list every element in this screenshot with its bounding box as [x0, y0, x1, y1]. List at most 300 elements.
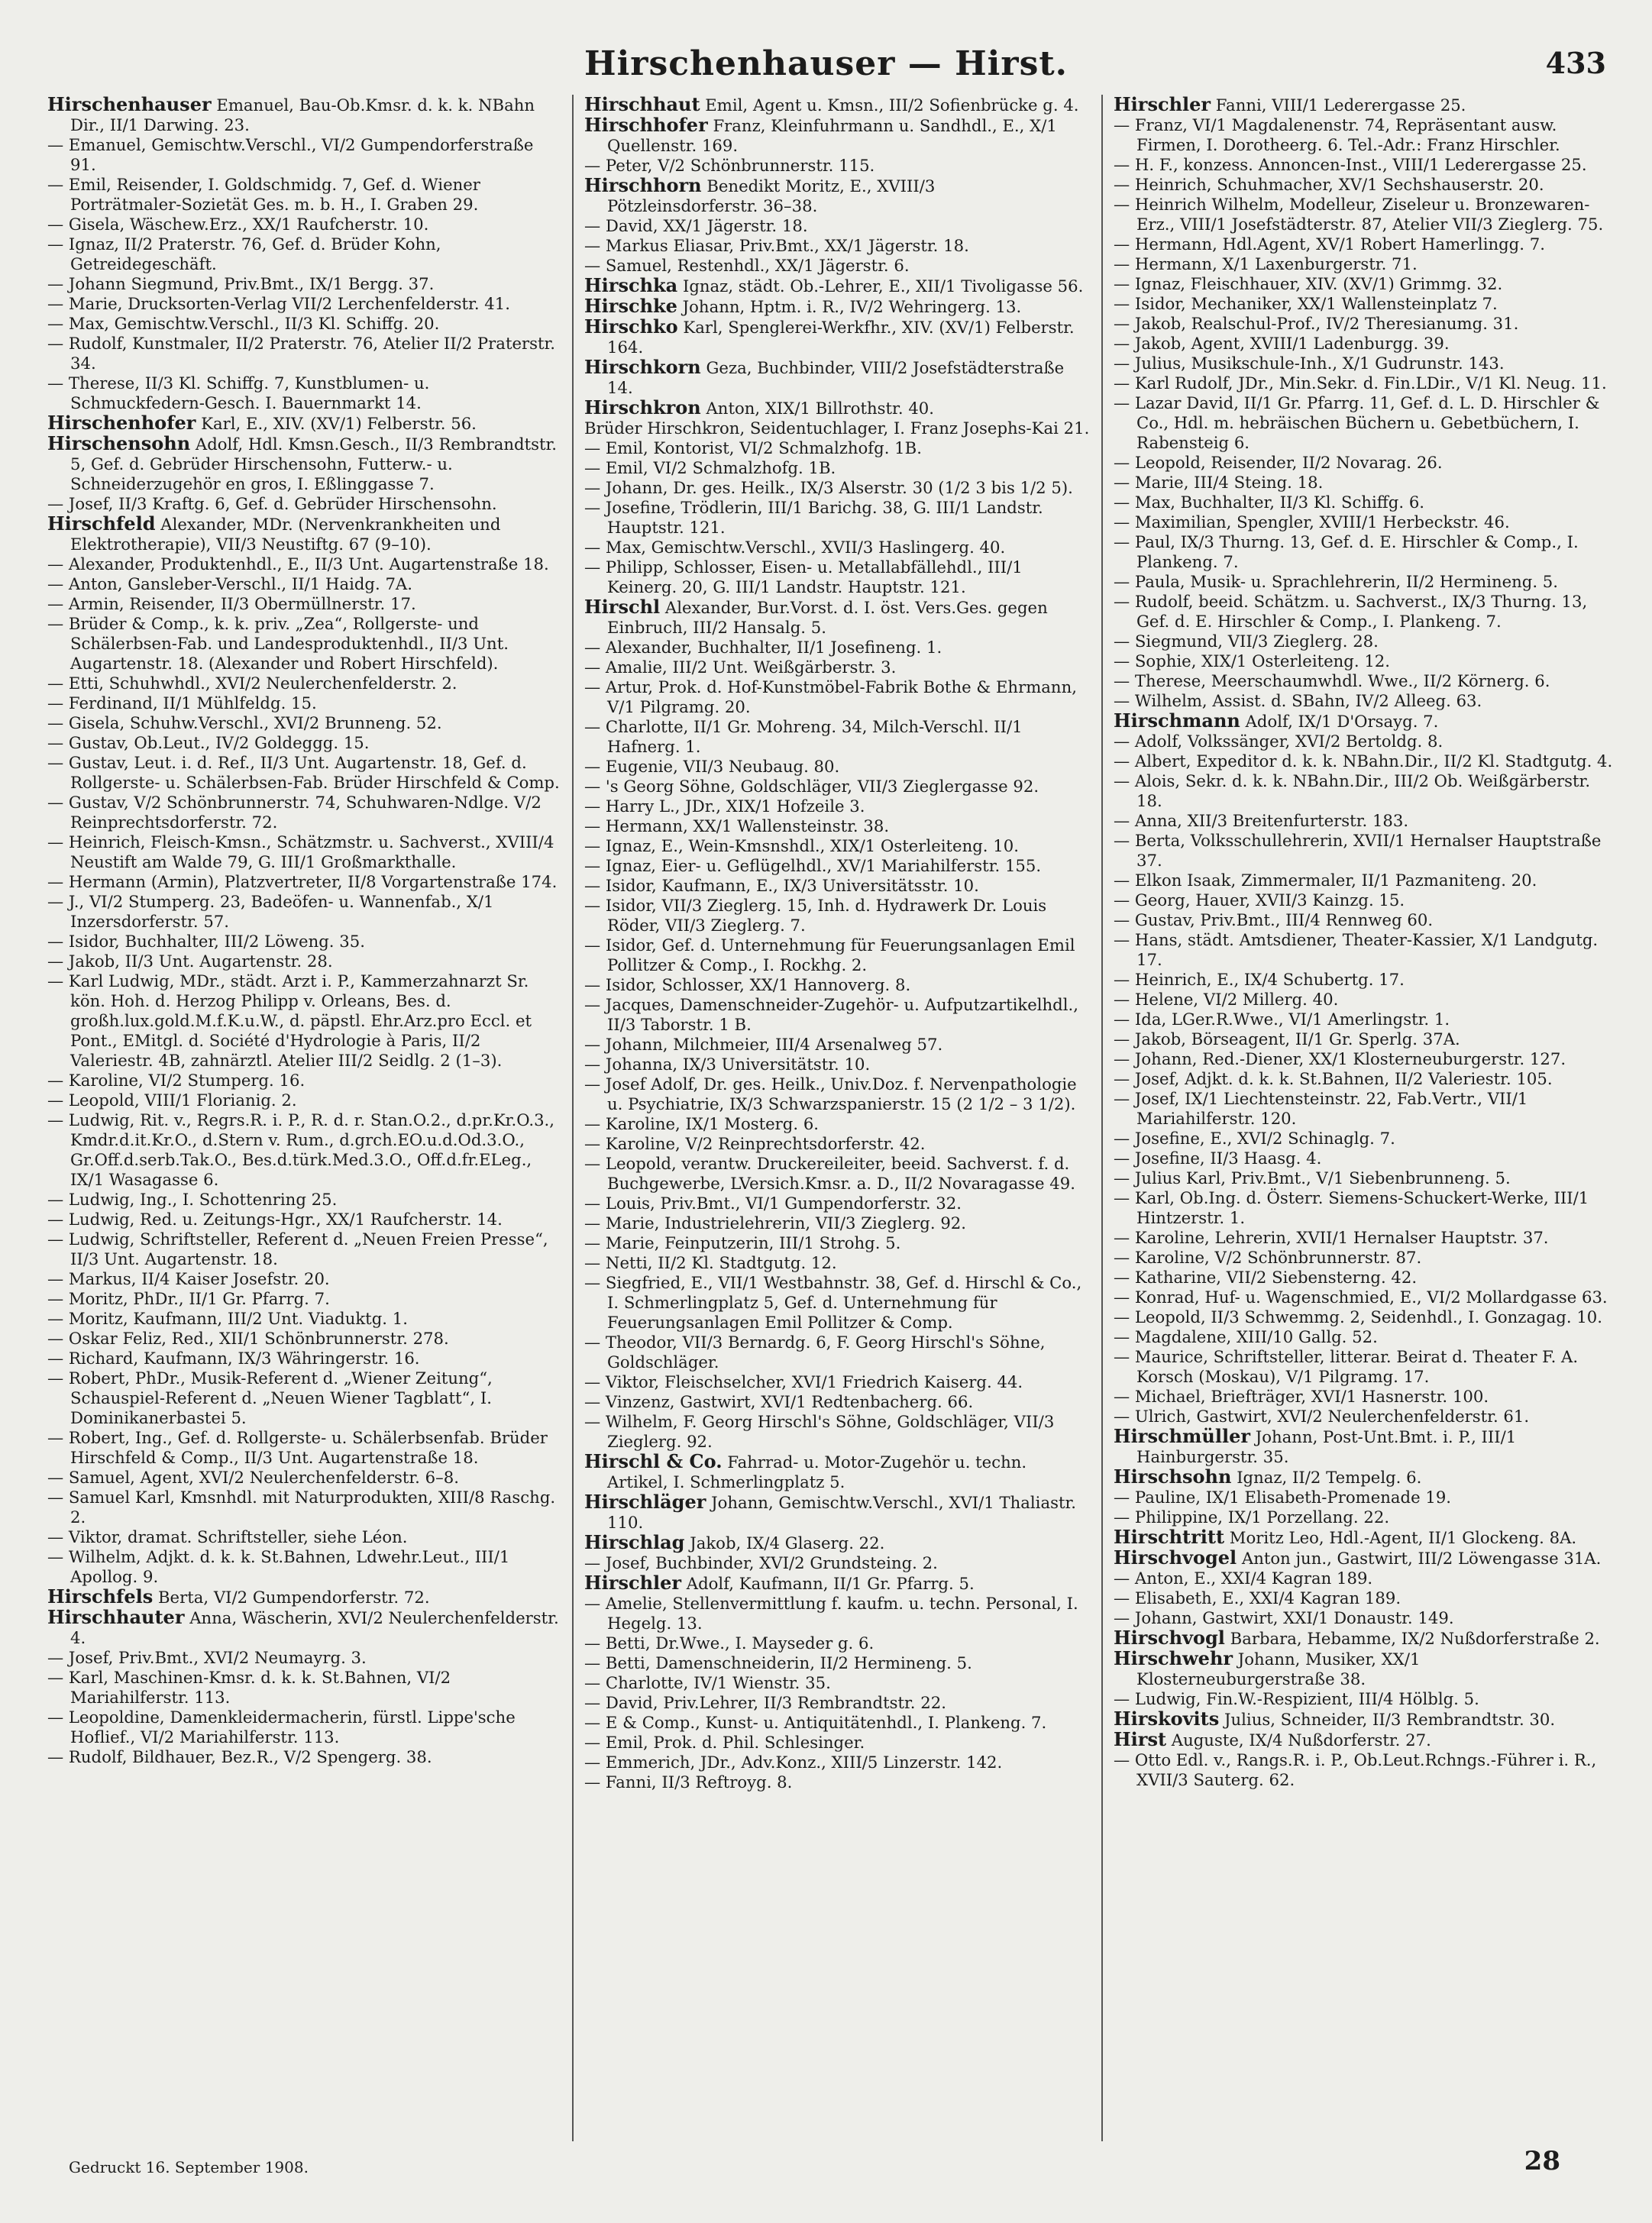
entry-text: Berta, VI/2 Gumpendorferstr. 72.: [157, 1588, 430, 1607]
directory-entry: [1114, 732, 1620, 751]
entry-text: Geza, Buchbinder, VIII/2 Josefstädterstraße 14.: [607, 358, 1065, 397]
directory-entry: [584, 1733, 1091, 1753]
directory-entry: [584, 796, 1091, 816]
directory-entry: [47, 892, 561, 932]
directory-entry: [584, 418, 1091, 438]
entry-surname: Hirschvogl: [1114, 1627, 1225, 1649]
directory-entry: [47, 1747, 561, 1767]
entry-surname: Hirschke: [584, 295, 677, 317]
entry-text: — Hermann (Armin), Platzvertreter, II/8 Vorgartenstraße 174.: [47, 872, 558, 891]
entry-text: Anton jun., Gastwirt, III/2 Löwengasse 31A.: [1241, 1549, 1602, 1568]
directory-entry: [47, 574, 561, 594]
directory-entry: [1114, 970, 1620, 990]
entry-text: — Gisela, Schuhw.Verschl., XVI/2 Brunneng. 52.: [47, 713, 442, 732]
directory-entry: [1114, 493, 1620, 512]
entry-text: — Philipp, Schlosser, Eisen- u. Metallabfällehdl., III/1 Keinerg. 20, G. III/1 Landstr. Hauptstr. 121.: [584, 557, 1023, 596]
entry-text: — Rudolf, Kunstmaler, II/2 Praterstr. 76, Atelier II/2 Praterstr. 34.: [47, 334, 556, 373]
entry-text: — Karoline, V/2 Schönbrunnerstr. 87.: [1114, 1248, 1422, 1267]
entry-surname: Hirschko: [584, 315, 678, 338]
directory-entry: [1114, 473, 1620, 493]
entry-text: — Emil, Prok. d. Phil. Schlesinger.: [584, 1733, 865, 1752]
entry-text: — Ignaz, Eier- u. Geflügelhdl., XV/1 Mariahilferstr. 155.: [584, 856, 1042, 875]
entry-text: — Louis, Priv.Bmt., VI/1 Gumpendorferstr. 32.: [584, 1194, 962, 1213]
entry-text: Ignaz, städt. Ob.-Lehrer, E., XII/1 Tivoligasse 56.: [682, 276, 1084, 296]
entry-text: — Robert, PhDr., Musik-Referent d. „Wiener Zeitung“, Schauspiel-Referent d. „Neuen Wiener Tagblatt“, I. Dominikanerbastei 5.: [47, 1368, 493, 1427]
entry-text: — Sophie, XIX/1 Osterleiteng. 12.: [1114, 651, 1391, 670]
entry-text: — Johann Siegmund, Priv.Bmt., IX/1 Bergg. 37.: [47, 274, 435, 293]
entry-text: — Johann, Milchmeier, III/4 Arsenalweg 57.: [584, 1035, 943, 1054]
directory-entry: [47, 135, 561, 175]
directory-entry: [584, 1114, 1091, 1134]
directory-entry: [1114, 592, 1620, 632]
directory-entry: [47, 753, 561, 793]
directory-entry: [1114, 651, 1620, 671]
entry-text: — Isidor, Kaufmann, E., IX/3 Universitätsstr. 10.: [584, 876, 979, 895]
entry-text: — Karl Rudolf, JDr., Min.Sekr. d. Fin.LDir., V/1 Kl. Neug. 11.: [1114, 373, 1607, 393]
directory-entry: [1114, 1307, 1620, 1327]
directory-entry: [584, 1492, 1091, 1533]
directory-entry: [47, 514, 561, 554]
entry-text: Emanuel, Bau-Ob.Kmsr. d. k. k. NBahn Dir., II/1 Darwing. 23.: [70, 95, 535, 134]
entry-text: — Berta, Volksschullehrerin, XVII/1 Hernalser Hauptstraße 37.: [1114, 831, 1602, 870]
entry-text: — Jakob, Agent, XVIII/1 Ladenburgg. 39.: [1114, 334, 1450, 353]
directory-entry: [1114, 1010, 1620, 1029]
directory-entry: [47, 1309, 561, 1329]
directory-entry: [584, 296, 1091, 317]
directory-entry: [47, 413, 561, 434]
directory-entry: [47, 274, 561, 294]
directory-entry: [584, 1653, 1091, 1673]
directory-entry: [584, 638, 1091, 658]
entry-text: — Rudolf, Bildhauer, Bez.R., V/2 Spengerg. 38.: [47, 1747, 432, 1766]
directory-columns: [43, 95, 1631, 2141]
directory-entry: [47, 175, 561, 215]
entry-text: — Georg, Hauer, XVII/3 Kainzg. 15.: [1114, 890, 1405, 910]
entry-text: Johann, Musiker, XX/1 Klosterneuburgerstraße 38.: [1136, 1649, 1421, 1688]
directory-entry: [584, 1753, 1091, 1772]
entry-text: — Karl Ludwig, MDr., städt. Arzt i. P., Kammerzahnarzt Sr. kön. Hoh. d. Herzog Philipp v. Orleans, Bes. d. großh.lux.gold.M.f.K.u.W., d. päpstl. Ehr.Arz.pro Eccl. et Pont., EMitgl. d. Société d'Hydrologie à Paris, II/2 Valeriestr. 4B, zahnärztl. Atelier III/2 Seidlg. 2 (1–3).: [47, 971, 532, 1070]
directory-entry: [1114, 1689, 1620, 1709]
entry-text: Julius, Schneider, II/3 Rembrandtstr. 30.: [1224, 1710, 1556, 1729]
entry-surname: Hirschmüller: [1114, 1425, 1251, 1447]
entry-text: — Albert, Expeditor d. k. k. NBahn.Dir., II/2 Kl. Stadtgutg. 4.: [1114, 751, 1613, 771]
entry-text: Anna, Wäscherin, XVI/2 Neulerchenfelderstr. 4.: [70, 1608, 559, 1647]
directory-entry: [47, 594, 561, 614]
directory-entry: [47, 1329, 561, 1349]
directory-entry: [47, 1527, 561, 1547]
directory-entry: [1114, 512, 1620, 532]
entry-text: — Peter, V/2 Schönbrunnerstr. 115.: [584, 156, 875, 175]
directory-entry: [584, 1273, 1091, 1333]
entry-surname: Hirschsohn: [1114, 1465, 1232, 1488]
entry-text: — Heinrich, Fleisch-Kmsn., Schätzmstr. u. Sachverst., XVIII/4 Neustift am Walde 79, G. III/1 Großmarkthalle.: [47, 832, 554, 871]
directory-entry: [584, 1533, 1091, 1553]
entry-text: — Gustav, Priv.Bmt., III/4 Rennweg 60.: [1114, 910, 1434, 929]
entry-surname: Hirschwehr: [1114, 1647, 1233, 1669]
directory-entry: [47, 1708, 561, 1747]
entry-surname: Hirschläger: [584, 1491, 706, 1513]
entry-text: — Julius Karl, Priv.Bmt., V/1 Siebenbrunneng. 5.: [1114, 1168, 1511, 1187]
entry-text: — Siegmund, VII/3 Zieglerg. 28.: [1114, 632, 1379, 651]
directory-entry: [1114, 632, 1620, 651]
directory-entry: [47, 713, 561, 733]
entry-text: — Viktor, dramat. Schriftsteller, siehe Léon.: [47, 1527, 408, 1546]
entry-text: — Josef, Buchbinder, XVI/2 Grundsteing. 2.: [584, 1553, 938, 1572]
directory-entry: [584, 777, 1091, 796]
entry-text: — Alexander, Produktenhdl., E., II/3 Unt. Augartenstraße 18.: [47, 554, 549, 574]
entry-text: — Alois, Sekr. d. k. k. NBahn.Dir., III/2 Ob. Weißgärberstr. 18.: [1114, 771, 1591, 810]
entry-text: — Markus, II/4 Kaiser Josefstr. 20.: [47, 1269, 330, 1288]
directory-entry: [1114, 771, 1620, 811]
entry-text: — Richard, Kaufmann, IX/3 Währingerstr. 16.: [47, 1349, 420, 1368]
entry-text: — Charlotte, II/1 Gr. Mohreng. 34, Milch-Verschl. II/1 Hafnerg. 1.: [584, 717, 1023, 756]
entry-surname: Hirschkron: [584, 396, 701, 418]
entry-text: — Isidor, Gef. d. Unternehmung für Feuerungsanlagen Emil Pollitzer & Comp., I. Rockhg. 2.: [584, 935, 1075, 974]
directory-entry: [584, 1392, 1091, 1412]
entry-text: — David, Priv.Lehrer, II/3 Rembrandtstr. 22.: [584, 1693, 946, 1712]
entry-surname: Hirschler: [1114, 95, 1211, 115]
entry-text: — Etti, Schuhwhdl., XVI/2 Neulerchenfelderstr. 2.: [47, 674, 457, 693]
entry-text: — Emil, VI/2 Schmalzhofg. 1B.: [584, 458, 836, 477]
directory-entry: [584, 1372, 1091, 1392]
entry-text: — Karl, Ob.Ing. d. Österr. Siemens-Schuckert-Werke, III/1 Hintzerstr. 1.: [1114, 1188, 1589, 1227]
entry-text: — Eugenie, VII/3 Neubaug. 80.: [584, 757, 840, 776]
directory-entry: [1114, 871, 1620, 890]
directory-entry: [47, 1488, 561, 1527]
column-1: [43, 95, 572, 2141]
directory-entry: [1114, 1228, 1620, 1248]
entry-text: — Julius, Musikschule-Inh., X/1 Gudrunstr. 143.: [1114, 354, 1505, 373]
entry-text: — Markus Eliasar, Priv.Bmt., XX/1 Jägerstr. 18.: [584, 236, 969, 255]
entry-text: — Leopold, II/3 Schwemmg. 2, Seidenhdl., I. Gonzagag. 10.: [1114, 1307, 1603, 1326]
entry-text: — Gustav, V/2 Schönbrunnerstr. 74, Schuhwaren-Ndlge. V/2 Reinprechtsdorferstr. 72.: [47, 793, 542, 832]
entry-text: — Johanna, IX/3 Universitätstr. 10.: [584, 1055, 871, 1074]
entry-text: — Pauline, IX/1 Elisabeth-Promenade 19.: [1114, 1488, 1452, 1507]
entry-text: — Marie, Feinputzerin, III/1 Strohg. 5.: [584, 1233, 901, 1252]
directory-entry: [1114, 195, 1620, 234]
entry-text: — Marie, Drucksorten-Verlag VII/2 Lerchenfelderstr. 41.: [47, 294, 510, 313]
directory-entry: [47, 494, 561, 514]
directory-entry: [1114, 274, 1620, 294]
directory-entry: [47, 614, 561, 674]
directory-entry: [47, 1368, 561, 1428]
entry-text: Adolf, Kaufmann, II/1 Gr. Pfarrg. 5.: [686, 1574, 975, 1593]
directory-entry: [584, 757, 1091, 777]
directory-entry: [584, 276, 1091, 296]
entry-text: Adolf, Hdl. Kmsn.Gesch., II/3 Rembrandtstr. 5, Gef. d. Gebrüder Hirschensohn, Futterw.- u. Schneiderzugehör en gros, I. Eßlinggasse 7.: [70, 435, 558, 493]
directory-entry: [1114, 175, 1620, 195]
directory-entry: [1114, 1029, 1620, 1049]
entry-text: — Anton, Gansleber-Verschl., II/1 Haidg. 7A.: [47, 574, 412, 593]
page-footer: [0, 2146, 1652, 2192]
entry-text: — Fanni, II/3 Reftroyg. 8.: [584, 1772, 793, 1792]
directory-entry: [47, 793, 561, 832]
entry-text: — Emmerich, JDr., Adv.Konz., XIII/5 Linzerstr. 142.: [584, 1753, 1003, 1772]
directory-entry: [47, 1269, 561, 1289]
directory-entry: [1114, 115, 1620, 155]
entry-text: — Karoline, Lehrerin, XVII/1 Hernalser Hauptstr. 37.: [1114, 1228, 1549, 1247]
directory-entry: [1114, 393, 1620, 453]
directory-entry: [584, 975, 1091, 995]
entry-text: — Amalie, III/2 Unt. Weißgärberstr. 3.: [584, 658, 897, 677]
directory-entry: [1114, 95, 1620, 115]
entry-text: Fahrrad- u. Motor-Zugehör u. techn. Artikel, I. Schmerlingplatz 5.: [607, 1452, 1027, 1491]
directory-entry: [584, 1573, 1091, 1594]
entry-text: — Isidor, Buchhalter, III/2 Löweng. 35.: [47, 932, 365, 951]
entry-text: — E & Comp., Kunst- u. Antiquitätenhdl., I. Plankeng. 7.: [584, 1713, 1047, 1732]
entry-text: Moritz Leo, Hdl.-Agent, II/1 Glockeng. 8A.: [1229, 1528, 1577, 1547]
entry-text: — Oskar Feliz, Red., XII/1 Schönbrunnerstr. 278.: [47, 1329, 449, 1348]
entry-text: — Leopold, Reisender, II/2 Novarag. 26.: [1114, 453, 1443, 472]
directory-entry: [1114, 1248, 1620, 1268]
directory-entry: [584, 398, 1091, 418]
entry-text: — Karoline, V/2 Reinprechtsdorferstr. 42.: [584, 1134, 926, 1153]
entry-text: — Marie, III/4 Steing. 18.: [1114, 473, 1324, 492]
directory-entry: [584, 1553, 1091, 1573]
entry-text: — Karoline, IX/1 Mosterg. 6.: [584, 1114, 820, 1133]
entry-text: — Hermann, XX/1 Wallensteinstr. 38.: [584, 816, 890, 835]
entry-text: Benedikt Moritz, E., XVIII/3 Pötzleinsdorferstr. 36–38.: [607, 176, 936, 215]
directory-entry: [47, 1289, 561, 1309]
entry-text: — Karoline, VI/2 Stumperg. 16.: [47, 1071, 306, 1090]
entry-text: Alexander, Bur.Vorst. d. I. öst. Vers.Ges. gegen Einbruch, III/2 Hansalg. 5.: [607, 598, 1048, 637]
entry-text: — Jakob, II/3 Unt. Augartenstr. 28.: [47, 952, 333, 971]
directory-entry: [584, 1594, 1091, 1633]
directory-entry: [584, 1074, 1091, 1114]
directory-entry: [584, 717, 1091, 757]
entry-text: Johann, Gemischtw.Verschl., XVI/1 Thaliastr. 110.: [607, 1493, 1077, 1532]
entry-text: — Anton, E., XXI/4 Kagran 189.: [1114, 1569, 1373, 1588]
entry-text: — Isidor, Schlosser, XX/1 Hannoverg. 8.: [584, 975, 911, 994]
directory-entry: [584, 876, 1091, 896]
directory-entry: [1114, 155, 1620, 175]
directory-entry: [47, 733, 561, 753]
directory-entry: [584, 557, 1091, 597]
entry-text: — Artur, Prok. d. Hof-Kunstmöbel-Fabrik Bothe & Ehrmann, V/1 Pilgramg. 20.: [584, 677, 1077, 716]
entry-text: — Amelie, Stellenvermittlung f. kaufm. u. techn. Personal, I. Hegelg. 13.: [584, 1594, 1078, 1633]
directory-entry: [1114, 1569, 1620, 1588]
directory-entry: [47, 1190, 561, 1210]
directory-entry: [1114, 1129, 1620, 1149]
entry-text: Karl, Spenglerei-Werkfhr., XIV. (XV/1) Felberstr. 164.: [607, 318, 1075, 357]
entry-text: — Wilhelm, F. Georg Hirschl's Söhne, Goldschläger, VII/3 Zieglerg. 92.: [584, 1412, 1055, 1451]
entry-text: — Max, Gemischtw.Verschl., XVII/3 Haslingerg. 40.: [584, 538, 1006, 557]
entry-text: — Gustav, Leut. i. d. Ref., II/3 Unt. Augartenstr. 18, Gef. d. Rollgerste- u. Schälerbsen-Fab. Brüder Hirschfeld & Comp.: [47, 753, 560, 792]
entry-text: — Siegfried, E., VII/1 Westbahnstr. 38, Gef. d. Hirschl & Co., I. Schmerlingplatz 5, Gef. d. Unternehmung für Feuerungsanlagen Emil Pollitzer & Comp.: [584, 1273, 1082, 1332]
entry-text: — Isidor, Mechaniker, XX/1 Wallensteinplatz 7.: [1114, 294, 1498, 313]
directory-entry: [584, 1194, 1091, 1213]
directory-entry: [584, 95, 1091, 115]
directory-entry: [1114, 1488, 1620, 1507]
directory-entry: [584, 896, 1091, 935]
directory-entry: [47, 1110, 561, 1190]
entry-text: — Harry L., JDr., XIX/1 Hofzeile 3.: [584, 796, 865, 816]
entry-text: — Elisabeth, E., XXI/4 Kagran 189.: [1114, 1588, 1401, 1607]
directory-entry: [47, 872, 561, 892]
entry-text: — Josef, Priv.Bmt., XVI/2 Neumayrg. 3.: [47, 1648, 367, 1667]
directory-entry: [47, 554, 561, 574]
directory-entry: [584, 438, 1091, 458]
entry-text: — Paul, IX/3 Thurng. 13, Gef. d. E. Hirschler & Comp., I. Plankeng. 7.: [1114, 532, 1579, 571]
entry-surname: Hirschl & Co.: [584, 1450, 723, 1472]
directory-entry: [1114, 1548, 1620, 1569]
directory-entry: [1114, 1268, 1620, 1288]
column-3: [1101, 95, 1631, 2141]
entry-text: Fanni, VIII/1 Lederergasse 25.: [1215, 95, 1466, 115]
entry-text: — Moritz, Kaufmann, III/2 Unt. Viaduktg. 1.: [47, 1309, 408, 1328]
entry-text: Anton, XIX/1 Billrothstr. 40.: [706, 399, 935, 418]
directory-entry: [1114, 334, 1620, 354]
page-header: [0, 44, 1652, 90]
entry-surname: Hirschmann: [1114, 709, 1240, 732]
directory-entry: [1114, 1327, 1620, 1347]
directory-entry: [584, 1412, 1091, 1452]
entry-text: — Maximilian, Spengler, XVIII/1 Herbeckstr. 46.: [1114, 512, 1510, 532]
directory-entry: [1114, 1288, 1620, 1307]
entry-text: — Therese, Meerschaumwhdl. Wwe., II/2 Körnerg. 6.: [1114, 671, 1550, 690]
entry-text: — Ludwig, Red. u. Zeitungs-Hgr., XX/1 Raufcherstr. 14.: [47, 1210, 503, 1229]
directory-entry: [1114, 1089, 1620, 1129]
entry-surname: Hirschl: [584, 596, 661, 618]
directory-entry: [1114, 990, 1620, 1010]
entry-text: — Josef Adolf, Dr. ges. Heilk., Univ.Doz. f. Nervenpathologie u. Psychiatrie, IX/3 Schwarzspanierstr. 15 (2 1/2 – 3 1/2).: [584, 1074, 1077, 1113]
entry-text: — Josef, II/3 Kraftg. 6, Gef. d. Gebrüder Hirschensohn.: [47, 494, 497, 513]
entry-surname: Hirschensohn: [47, 432, 191, 454]
entry-text: Adolf, IX/1 D'Orsayg. 7.: [1245, 712, 1439, 731]
directory-entry: [584, 1452, 1091, 1492]
entry-text: — Konrad, Huf- u. Wagenschmied, E., VI/2 Mollardgasse 63.: [1114, 1288, 1608, 1307]
directory-entry: [584, 658, 1091, 677]
directory-entry: [47, 334, 561, 373]
directory-entry: [47, 1229, 561, 1269]
directory-entry: [584, 458, 1091, 478]
directory-entry: [1114, 572, 1620, 592]
directory-entry: [1114, 1049, 1620, 1069]
directory-entry: [584, 1213, 1091, 1233]
entry-text: — Lazar David, II/1 Gr. Pfarrg. 11, Gef. d. L. D. Hirschler & Co., Hdl. m. hebräischen Büchern u. Gebetbüchern, I. Rabensteig 6.: [1114, 393, 1600, 452]
directory-entry: [584, 357, 1091, 398]
directory-entry: [1114, 314, 1620, 334]
directory-entry: [1114, 354, 1620, 373]
entry-text: — Therese, II/3 Kl. Schiffg. 7, Kunstblumen- u. Schmuckfedern-Gesch. I. Bauernmarkt 14.: [47, 373, 430, 412]
directory-entry: [47, 373, 561, 413]
directory-entry: [1114, 1628, 1620, 1649]
directory-entry: [1114, 373, 1620, 393]
sheet-number: 28: [1524, 2146, 1560, 2176]
entry-text: — Marie, Industrielehrerin, VII/3 Zieglerg. 92.: [584, 1213, 967, 1233]
entry-surname: Hirschka: [584, 274, 678, 296]
directory-entry: [1114, 671, 1620, 691]
entry-text: — Armin, Reisender, II/3 Obermüllnerstr. 17.: [47, 594, 416, 613]
entry-surname: Hirschhauter: [47, 1606, 185, 1628]
entry-surname: Hirschlag: [584, 1531, 685, 1553]
directory-entry: [47, 1587, 561, 1607]
directory-entry: [584, 1633, 1091, 1653]
entry-text: — Ulrich, Gastwirt, XVI/2 Neulerchenfelderstr. 61.: [1114, 1407, 1530, 1426]
entry-surname: Hirschhaut: [584, 95, 700, 115]
directory-entry: [584, 176, 1091, 216]
entry-text: — Leopold, verantw. Druckereileiter, beeid. Sachverst. f. d. Buchgewerbe, LVersich.Kmsr. a. D., II/2 Novaragasse 49.: [584, 1154, 1075, 1193]
entry-text: — Netti, II/2 Kl. Stadtgutg. 12.: [584, 1253, 837, 1272]
directory-entry: [1114, 254, 1620, 274]
directory-entry: [584, 1713, 1091, 1733]
entry-text: — Ferdinand, II/1 Mühlfeldg. 15.: [47, 693, 317, 712]
directory-entry: [584, 1055, 1091, 1074]
directory-entry: [584, 1134, 1091, 1154]
directory-entry: [47, 932, 561, 952]
running-title: Hirschenhauser — Hirst.: [584, 44, 1068, 83]
entry-text: — Theodor, VII/3 Bernardg. 6, F. Georg Hirschl's Söhne, Goldschläger.: [584, 1333, 1046, 1372]
directory-entry: [584, 677, 1091, 717]
entry-text: — Viktor, Fleischselcher, XVI/1 Friedrich Kaiserg. 44.: [584, 1372, 1023, 1391]
entry-text: Johann, Hptm. i. R., IV/2 Wehringerg. 13.: [682, 297, 1022, 316]
directory-entry: [584, 935, 1091, 975]
directory-entry: [584, 836, 1091, 856]
entry-text: — Ludwig, Fin.W.-Respizient, III/4 Hölblg. 5.: [1114, 1689, 1479, 1708]
entry-text: — Ludwig, Rit. v., Regrs.R. i. P., R. d. r. Stan.O.2., d.pr.Kr.O.3., Kmdr.d.it.Kr.O., d.Stern v. Rum., d.grch.EO.u.d.Od.3.O., Gr.Off.d.serb.Tak.O., Bes.d.türk.Med.3.O., Off.d.fr.ELeg., IX/1 Wasagasse 6.: [47, 1110, 555, 1189]
directory-entry: [1114, 1730, 1620, 1750]
directory-entry: [47, 971, 561, 1071]
entry-text: — Josefine, E., XVI/2 Schinaglg. 7.: [1114, 1129, 1395, 1148]
directory-entry: [584, 1673, 1091, 1693]
entry-text: — Josef, IX/1 Liechtensteinstr. 22, Fab.Vertr., VII/1 Mariahilferstr. 120.: [1114, 1089, 1528, 1128]
directory-entry: [584, 995, 1091, 1035]
directory-entry: [47, 1071, 561, 1090]
entry-text: — Samuel, Restenhdl., XX/1 Jägerstr. 6.: [584, 256, 910, 275]
entry-surname: Hirschhorn: [584, 174, 702, 196]
directory-entry: [584, 856, 1091, 876]
directory-entry: [47, 674, 561, 693]
directory-entry: [1114, 711, 1620, 732]
directory-entry: [1114, 1069, 1620, 1089]
entry-text: — Gustav, Ob.Leut., IV/2 Goldeggg. 15.: [47, 733, 370, 752]
directory-entry: [584, 816, 1091, 836]
entry-text: — Otto Edl. v., Rangs.R. i. P., Ob.Leut.Rchngs.-Führer i. R., XVII/3 Sauterg. 62.: [1114, 1750, 1597, 1789]
directory-entry: [47, 1468, 561, 1488]
directory-entry: [1114, 1750, 1620, 1790]
entry-surname: Hirschkorn: [584, 356, 701, 378]
entry-text: Alexander, MDr. (Nervenkrankheiten und Elektrotherapie), VII/3 Neustiftg. 67 (9–10).: [70, 515, 501, 554]
entry-text: — Maurice, Schriftsteller, litterar. Beirat d. Theater F. A. Korsch (Moskau), V/1 Pilgramg. 17.: [1114, 1347, 1579, 1386]
directory-entry: [1114, 294, 1620, 314]
entry-text: — Johann, Gastwirt, XXI/1 Donaustr. 149.: [1114, 1608, 1454, 1627]
entry-surname: Hirschenhauser: [47, 95, 212, 115]
directory-entry: [47, 314, 561, 334]
entry-text: — Jakob, Realschul-Prof., IV/2 Theresianumg. 31.: [1114, 314, 1519, 333]
directory-entry: [47, 832, 561, 872]
directory-entry: [584, 1253, 1091, 1273]
directory-entry: [1114, 1347, 1620, 1387]
directory-entry: [47, 1648, 561, 1668]
entry-text: — Max, Buchhalter, II/3 Kl. Schiffg. 6.: [1114, 493, 1425, 512]
directory-entry: [584, 1693, 1091, 1713]
entry-text: — Samuel Karl, Kmsnhdl. mit Naturprodukten, XIII/8 Raschg. 2.: [47, 1488, 556, 1527]
entry-text: — Charlotte, IV/1 Wienstr. 35.: [584, 1673, 831, 1692]
directory-entry: [584, 115, 1091, 156]
entry-text: — Hermann, Hdl.Agent, XV/1 Robert Hamerlingg. 7.: [1114, 234, 1545, 254]
directory-entry: [47, 1349, 561, 1368]
entry-text: — Alexander, Buchhalter, II/1 Josefineng. 1.: [584, 638, 942, 657]
directory-entry: [584, 256, 1091, 276]
entry-text: — Elkon Isaak, Zimmermaler, II/1 Pazmaniteng. 20.: [1114, 871, 1537, 890]
entry-text: Franz, Kleinfuhrmann u. Sandhdl., E., X/1 Quellenstr. 169.: [607, 116, 1057, 155]
directory-entry: [584, 478, 1091, 498]
entry-text: Johann, Post-Unt.Bmt. i. P., III/1 Hainburgerstr. 35.: [1136, 1427, 1517, 1466]
entry-text: — Brüder & Comp., k. k. priv. „Zea“, Rollgerste- und Schälerbsen-Fab. und Landesproduktenhdl., II/3 Unt. Augartenstr. 18. (Alexander und Robert Hirschfeld).: [47, 614, 509, 673]
directory-entry: [1114, 890, 1620, 910]
entry-text: Auguste, IX/4 Nußdorferstr. 27.: [1171, 1730, 1431, 1750]
entry-text: — Adolf, Volkssänger, XVI/2 Bertoldg. 8.: [1114, 732, 1443, 751]
